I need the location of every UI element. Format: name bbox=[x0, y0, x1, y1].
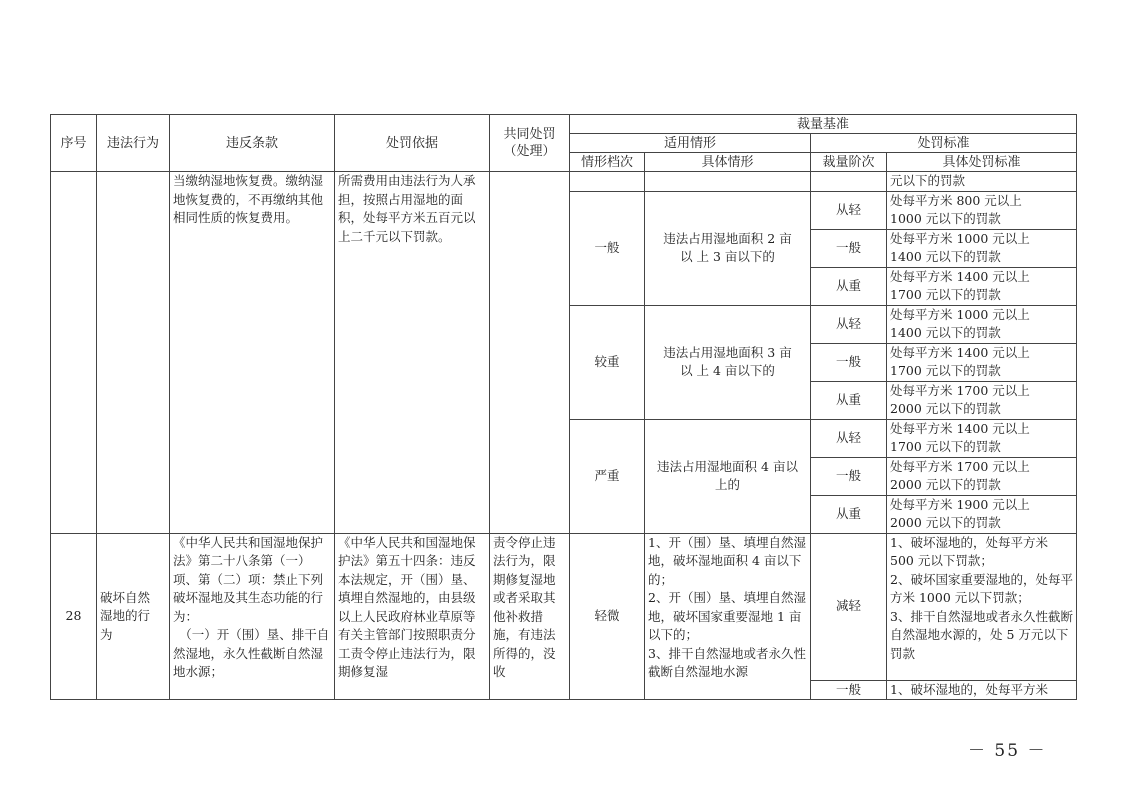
header-clause: 违反条款 bbox=[170, 115, 335, 172]
stage-cell: 从轻 bbox=[811, 191, 887, 229]
continued-situation-empty bbox=[645, 172, 811, 192]
stage-cell: 从轻 bbox=[811, 305, 887, 343]
continued-basis: 所需费用由违法行为人承担，按照占用湿地的面积，处每平方米五百元以上二千元以下罚款。 bbox=[335, 172, 490, 534]
situation-cell: 违法占用湿地面积 2 亩 以 上 3 亩以下的 bbox=[645, 191, 811, 305]
row28-stage-1: 减轻 bbox=[811, 533, 887, 680]
stage-cell: 从轻 bbox=[811, 419, 887, 457]
continued-level-empty bbox=[570, 172, 645, 192]
level-cell: 一般 bbox=[570, 191, 645, 305]
header-specific: 具体处罚标准 bbox=[887, 153, 1077, 172]
standard-cell: 处每平方米 1400 元以上 1700 元以下的罚款 bbox=[887, 267, 1077, 305]
standard-cell: 处每平方米 800 元以上 1000 元以下的罚款 bbox=[887, 191, 1077, 229]
situation-cell: 违法占用湿地面积 4 亩以 上的 bbox=[645, 419, 811, 533]
row28-standard-2: 1、破坏湿地的，处每平方米 bbox=[887, 680, 1077, 700]
row28-stage-2: 一般 bbox=[811, 680, 887, 700]
header-seq: 序号 bbox=[51, 115, 97, 172]
continued-common-cell bbox=[490, 172, 570, 534]
header-situation: 具体情形 bbox=[645, 153, 811, 172]
row28-seq: 28 bbox=[51, 533, 97, 700]
header-discretion: 裁量基准 bbox=[570, 115, 1077, 134]
row28-basis: 《中华人民共和国湿地保护法》第五十四条：违反本法规定，开（围）垦、填埋自然湿地的，由县级以上人民政府林业草原等有关主管部门按照职责分工责令停止违法行为，限期修复湿 bbox=[335, 533, 490, 700]
level-cell: 较重 bbox=[570, 305, 645, 419]
standard-cell: 处每平方米 1900 元以上 2000 元以下的罚款 bbox=[887, 495, 1077, 533]
row28-situation: 1、开（围）垦、填埋自然湿地，破坏湿地面积 4 亩以下的； 2、开（围）垦、填埋自然湿地，破坏国家重要湿地 1 亩以下的； 3、排干自然湿地或者永久性截断自然湿地水源 bbox=[645, 533, 811, 700]
stage-cell: 从重 bbox=[811, 495, 887, 533]
stage-cell: 一般 bbox=[811, 343, 887, 381]
stage-cell: 一般 bbox=[811, 457, 887, 495]
standard-cell: 处每平方米 1000 元以上 1400 元以下的罚款 bbox=[887, 305, 1077, 343]
continued-clause: 当缴纳湿地恢复费。缴纳湿地恢复费的，不再缴纳其他相同性质的恢复费用。 bbox=[170, 172, 335, 534]
standard-cell: 处每平方米 1400 元以上 1700 元以下的罚款 bbox=[887, 419, 1077, 457]
header-basis: 处罚依据 bbox=[335, 115, 490, 172]
standard-cell: 处每平方米 1700 元以上 2000 元以下的罚款 bbox=[887, 457, 1077, 495]
continued-stage-empty bbox=[811, 172, 887, 192]
row28-common: 责令停止违法行为，限期修复湿地或者采取其他补救措施，有违法所得的，没收 bbox=[490, 533, 570, 700]
page-number: － 55 － bbox=[968, 741, 1047, 761]
header-applicable: 适用情形 bbox=[570, 134, 811, 153]
header-standard: 处罚标准 bbox=[811, 134, 1077, 153]
header-common: 共同处罚 （处理） bbox=[490, 115, 570, 172]
standard-cell: 处每平方米 1700 元以上 2000 元以下的罚款 bbox=[887, 381, 1077, 419]
row28-standard-1: 1、破坏湿地的，处每平方米 500 元以下罚款； 2、破坏国家重要湿地的，处每平方米 1000 元以下罚款； 3、排干自然湿地或者永久性截断自然湿地水源的，处 5 万元以下罚款 bbox=[887, 533, 1077, 680]
level-cell: 严重 bbox=[570, 419, 645, 533]
penalty-standards-table bbox=[50, 114, 1077, 700]
row28-act: 破坏自然 湿地的行 为 bbox=[97, 533, 170, 700]
continued-act-cell bbox=[97, 172, 170, 534]
header-level: 情形档次 bbox=[570, 153, 645, 172]
header-act: 违法行为 bbox=[97, 115, 170, 172]
stage-cell: 从重 bbox=[811, 381, 887, 419]
continued-first-standard: 元以下的罚款 bbox=[887, 172, 1077, 192]
row28-clause: 《中华人民共和国湿地保护法》第二十八条第（一）项、第（二）项：禁止下列破坏湿地及其生态功能的行为： （一）开（围）垦、排干自然湿地，永久性截断自然湿地水源； bbox=[170, 533, 335, 700]
continued-seq-cell bbox=[51, 172, 97, 534]
standard-cell: 处每平方米 1000 元以上 1400 元以下的罚款 bbox=[887, 229, 1077, 267]
situation-cell: 违法占用湿地面积 3 亩 以 上 4 亩以下的 bbox=[645, 305, 811, 419]
row28-level: 轻微 bbox=[570, 533, 645, 700]
stage-cell: 一般 bbox=[811, 229, 887, 267]
standard-cell: 处每平方米 1400 元以上 1700 元以下的罚款 bbox=[887, 343, 1077, 381]
stage-cell: 从重 bbox=[811, 267, 887, 305]
header-stage: 裁量阶次 bbox=[811, 153, 887, 172]
